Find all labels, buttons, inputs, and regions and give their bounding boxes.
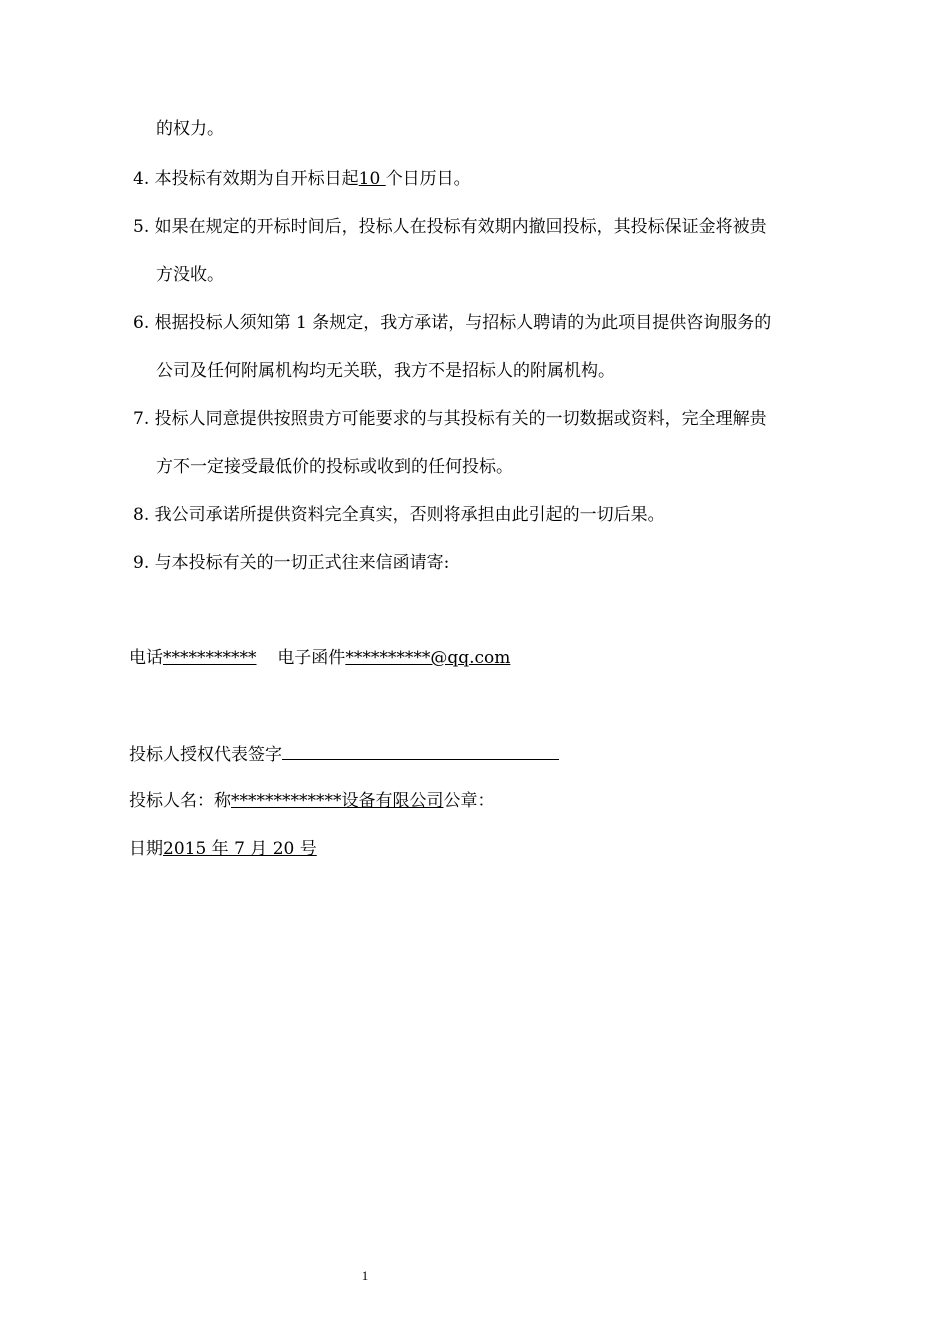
clause-9-text: 与本投标有关的一切正式往来信函请寄:: [154, 553, 450, 573]
seal-label: 公章：: [443, 791, 495, 811]
bidder-name-line: [129, 789, 495, 813]
clause-7-line-2: 方不一定接受最低价的投标或收到的任何投标。: [156, 457, 513, 477]
clause-6-text: 根据投标人须知第 1 条规定，我方承诺，与招标人聘请的为此项目提供咨询服务的: [154, 313, 772, 333]
clause-4-number: 4.: [133, 169, 150, 189]
email-value: **********@qq.com: [345, 648, 511, 668]
clause-6-line-1: [133, 311, 771, 335]
contact-line: [129, 646, 510, 670]
phone-value: ***********: [163, 648, 257, 668]
clause-7-number: 7.: [133, 409, 150, 429]
clause-8: [133, 503, 665, 527]
representative-signature-label: 投标人授权代表签字: [129, 745, 282, 765]
clause-6-number: 6.: [133, 313, 150, 333]
validity-days: 10: [358, 169, 386, 189]
clause-4-text-before: 本投标有效期为自开标日起: [154, 169, 359, 189]
bidder-name-value: *************设备有限公司: [231, 791, 444, 811]
clause-5-line-1: [133, 215, 767, 239]
date-label: 日期: [129, 839, 163, 859]
clause-3-continuation: 的权力。: [156, 119, 224, 139]
bidder-name-label: 投标人名：称: [129, 791, 231, 811]
clause-8-number: 8.: [133, 505, 150, 525]
page-number: 1: [361, 1268, 369, 1283]
clause-5-line-2: 方没收。: [156, 265, 224, 285]
clause-7-text: 投标人同意提供按照贵方可能要求的与其投标有关的一切数据或资料，完全理解贵: [154, 409, 767, 429]
date-line: [129, 837, 317, 861]
clause-4: [133, 167, 471, 191]
clause-5-number: 5.: [133, 217, 150, 237]
clause-9: [133, 551, 449, 575]
email-label: 电子函件: [277, 648, 346, 668]
clause-9-number: 9.: [133, 553, 150, 573]
phone-label: 电话: [129, 648, 163, 668]
clause-6-line-2: 公司及任何附属机构均无关联，我方不是招标人的附属机构。: [156, 361, 615, 381]
clause-5-text: 如果在规定的开标时间后，投标人在投标有效期内撤回投标，其投标保证金将被贵: [154, 217, 767, 237]
clause-4-text-after: 个日历日。: [385, 169, 471, 189]
representative-signature-line: [129, 742, 559, 766]
clause-7-line-1: [133, 407, 767, 431]
clause-8-text: 我公司承诺所提供资料完全真实，否则将承担由此引起的一切后果。: [154, 505, 665, 525]
date-value: 2015 年 7 月 20 号: [163, 839, 317, 859]
signature-blank: [282, 742, 559, 760]
